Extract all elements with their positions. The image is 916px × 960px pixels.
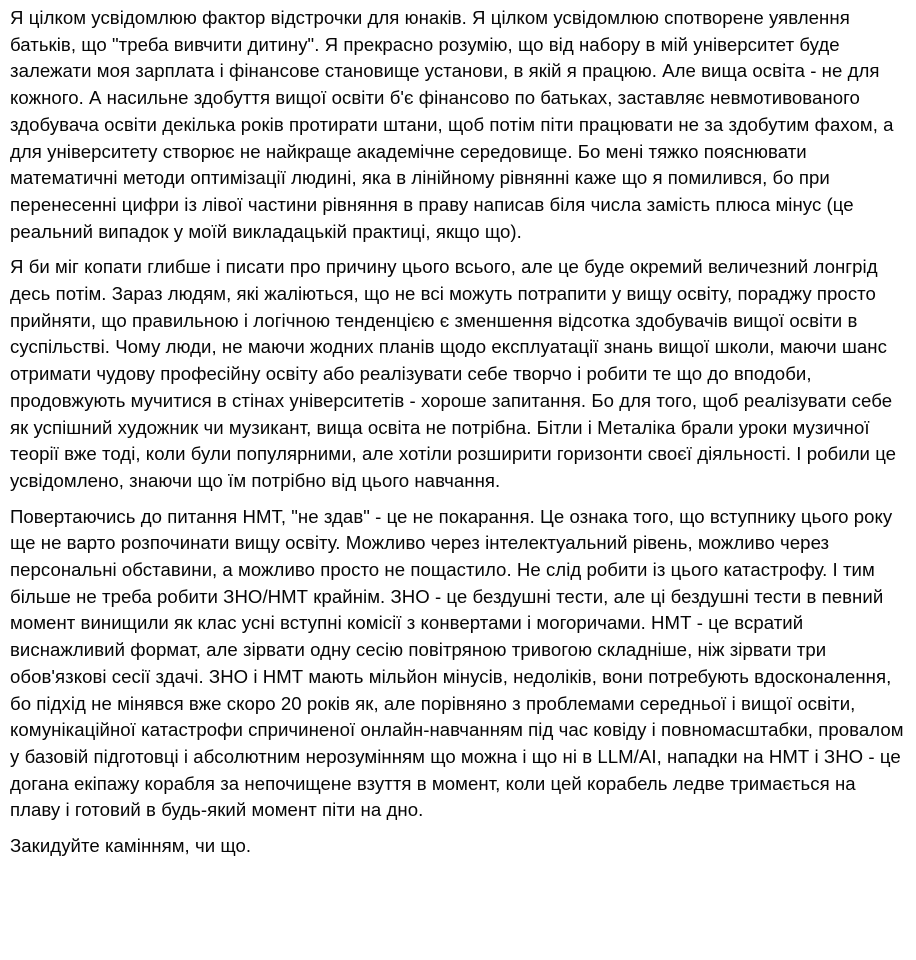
post-paragraph-1: Я цілком усвідомлюю фактор відстрочки для юнаків. Я цілком усвідомлюю спотворене уявлення батьків, що "треба вивчити дитину". Я прекрасно розумію, що від набору в мій університет буде залежати моя зарплата і фінансове становище установи, в якій я працюю. Але вища освіта - не для кожного. А насильне здобуття вищої освіти б'є фінансово по батьках, заставляє невмотивованого здобувача освіти декілька років протирати штани, щоб потім піти працювати не за здобутим фахом, а для університету створює не найкраще академічне середовище. Бо мені тяжко пояснювати математичні методи оптимізації людині, яка в лінійному рівнянні каже що я помилився, бо при перенесенні цифри із лівої частини рівняння в праву написав біля числа замість плюса мінус (це реальний випадок у моїй викладацькій практиці, якщо що). — [10, 7, 894, 242]
post-paragraph-2: Я би міг копати глибше і писати про причину цього всього, але це буде окремий величезний лонгрід десь потім. Зараз людям, які жаліються, що не всі можуть потрапити у вищу освіту, пораджу просто прийняти, що правильною і логічною тенденцією є зменшення відсотка здобувачів вищої освіти в суспільстві. Чому люди, не маючи жодних планів щодо експлуатації знань вищої школи, маючи шанс отримати чудову професійну освіту або реалізувати себе творчо і робити те що до вподоби, продовжують мучитися в стінах університетів - хороше запитання. Бо для того, щоб реалізувати себе як успішний художник чи музикант, вища освіта не потрібна. Бітли і Металіка брали уроки музичної теорії вже тоді, коли були популярними, але хотіли розширити горизонти своєї діяльності. І робили це усвідомлено, знаючи що їм потрібно від цього навчання. — [10, 256, 897, 491]
post-paragraph-3: Повертаючись до питання НМТ, "не здав" - це не покарання. Це ознака того, що вступнику цього року ще не варто розпочинати вищу освіту. Можливо через інтелектуальний рівень, можливо через персональні обставини, а можливо просто не пощастило. Не слід робити із цього катастрофу. І тим більше не треба робити ЗНО/НМТ крайнім. ЗНО - це бездушні тести, але ці бездушні тести в певний момент винищили як клас усні вступні комісії з конвертами і могоричами. НМТ - це всратий виснажливий формат, але зірвати одну сесію повітряною тривогою складніше, ніж зірвати три обов'язкові сесії здачі. ЗНО і НМТ мають мільйон мінусів, недоліків, вони потребують вдосконалення, бо підхід не мінявся вже скоро 20 років як, але порівняно з проблемами середньої і вищої освіти, комунікаційної катастрофи спричиненої онлайн-навчанням під час ковіду і повномасштабки, провалом у базовій підготовці і абсолютним нерозумінням що можна і що ні в LLM/AI, нападки на НМТ і ЗНО - це догана екіпажу корабля за непочищене взуття в момент, коли цей корабель ледве тримається на плаву і готовий в будь-який момент піти на дно. — [10, 505, 904, 821]
post-paragraph-4: Закидуйте камінням, чи що. — [10, 835, 252, 857]
